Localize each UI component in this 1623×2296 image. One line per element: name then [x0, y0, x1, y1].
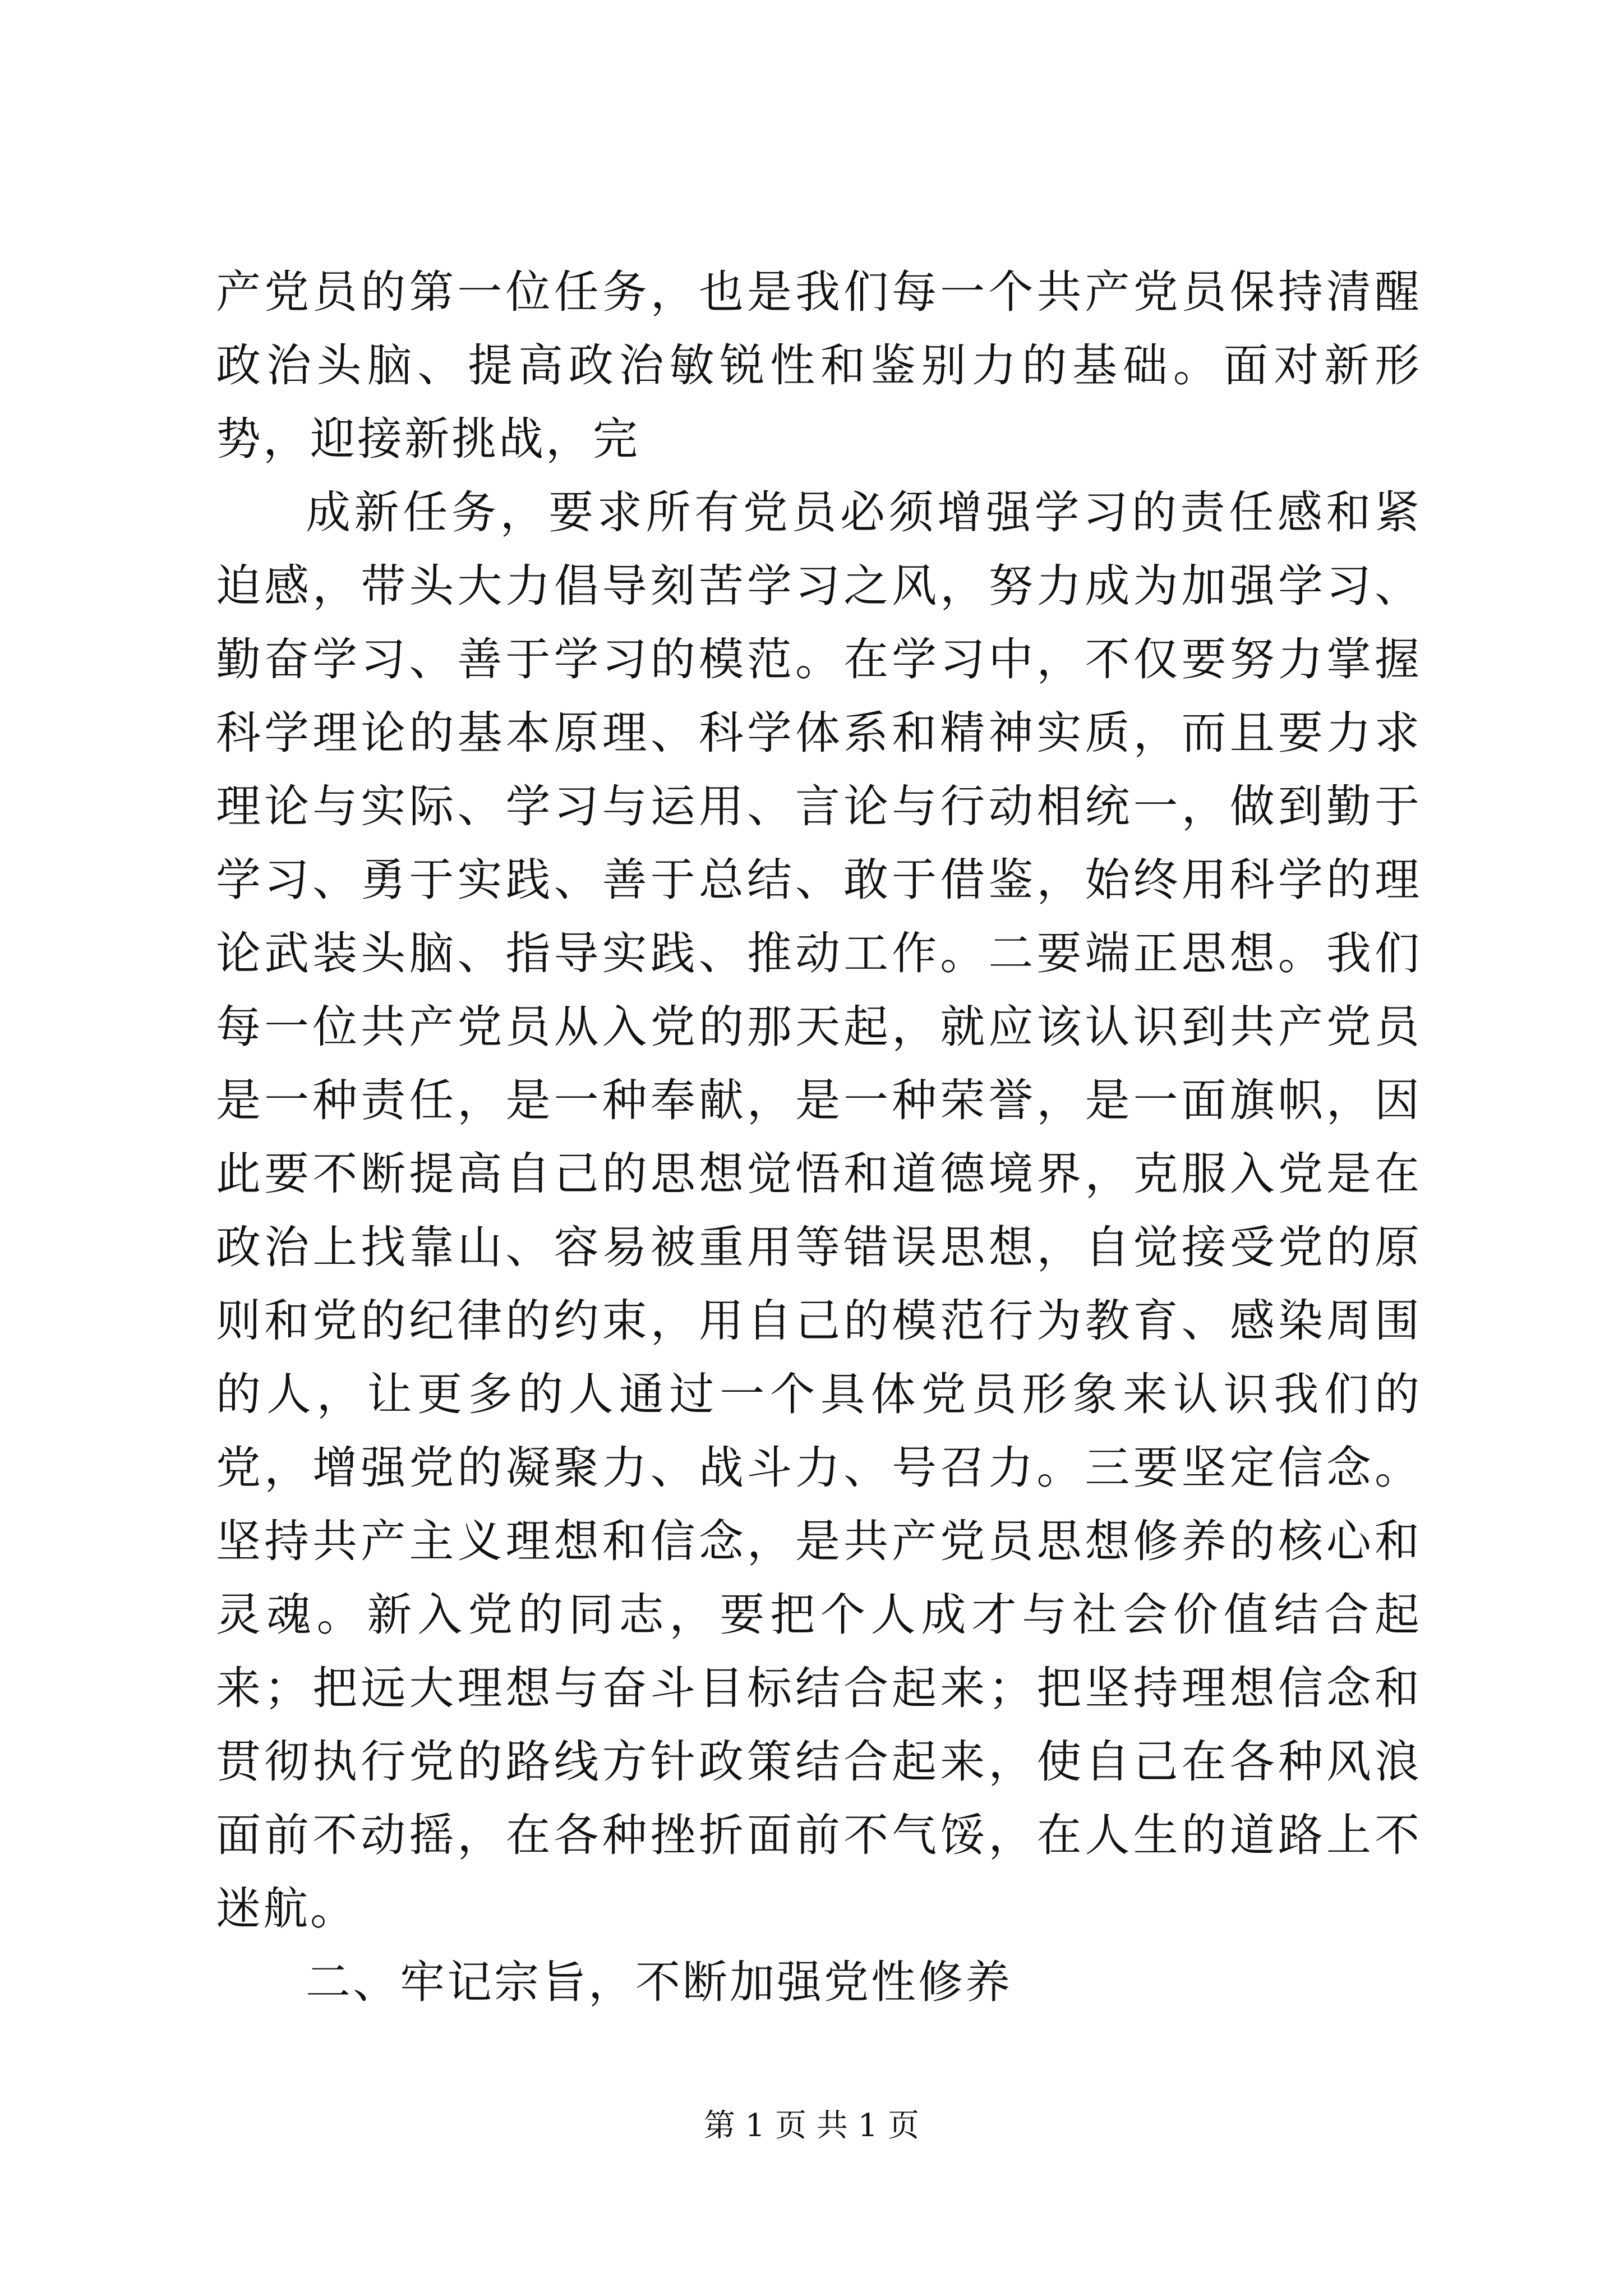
document-body — [216, 255, 1422, 2019]
paragraph-continued: 产党员的第一位任务，也是我们每一个共产党员保持清醒政治头脑、提高政治敏锐性和鉴别力的基础。面对新形势，迎接新挑战，完 — [216, 266, 1422, 465]
section-heading: 二、牢记宗旨，不断加强党性修养 — [306, 1956, 1012, 2008]
page-footer: 第 1 页 共 1 页 — [703, 2108, 920, 2144]
paragraph-main: 成新任务，要求所有党员必须增强学习的责任感和紧迫感，带头大力倡导刻苦学习之风，努力成为加强学习、勤奋学习、善于学习的模范。在学习中，不仅要努力掌握科学理论的基本原理、科学体系和精神实质，而且要力求理论与实际、学习与运用、言论与行动相统一，做到勤于学习、勇于实践、善于总结、敢于借鉴，始终用科学的理论武装头脑、指导实践、推动工作。二要端正思想。我们每一位共产党员从入党的那天起，就应该认识到共产党员是一种责任，是一种奉献，是一种荣誉，是一面旗帜，因此要不断提高自己的思想觉悟和道德境界，克服入党是在政治上找靠山、容易被重用等错误思想，自觉接受党的原则和党的纪律的约束，用自己的模范行为教育、感染周围的人，让更多的人通过一个具体党员形象来认识我们的党，增强党的凝聚力、战斗力、号召力。三要坚定信念。坚持共产主义理想和信念，是共产党员思想修养的核心和灵魂。新入党的同志，要把个人成才与社会价值结合起来；把远大理想与奋斗目标结合起来；把坚持理想信念和贯彻执行党的路线方针政策结合起来，使自己在各种风浪面前不动摇，在各种挫折面前不气馁，在人生的道路上不迷航。 — [216, 486, 1422, 1935]
